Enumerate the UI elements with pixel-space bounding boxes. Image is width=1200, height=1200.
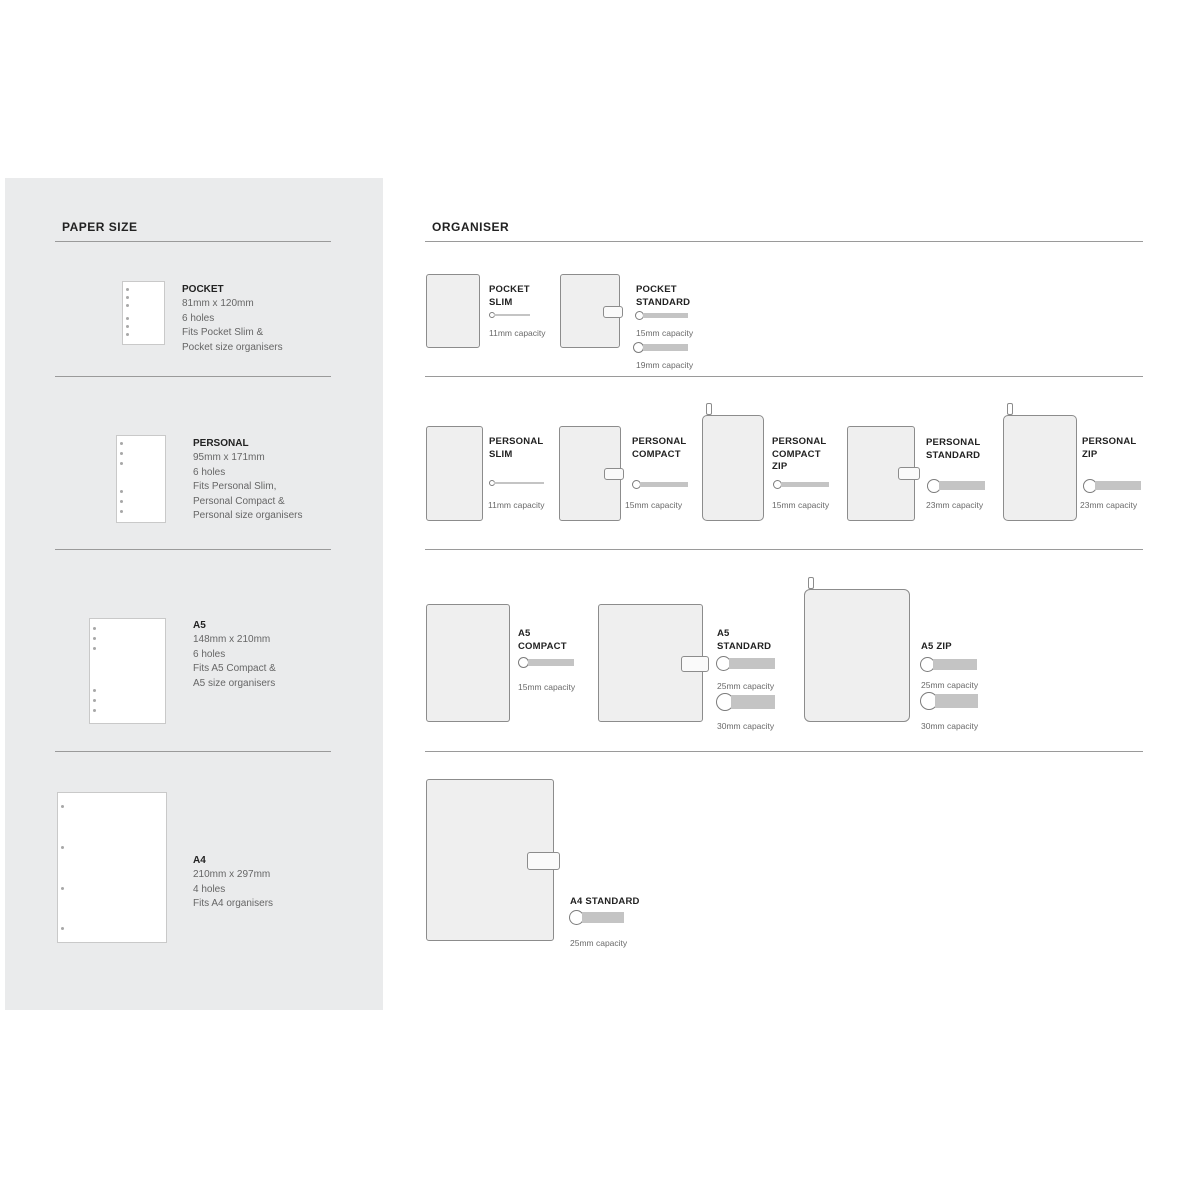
organiser-name: A5 STANDARD	[717, 628, 772, 652]
divider	[425, 751, 1143, 752]
paper-details: 148mm x 210mm 6 holes Fits A5 Compact & A5 size organisers	[193, 634, 276, 689]
organiser-name: PERSONAL COMPACT ZIP	[772, 436, 827, 472]
organiser-name: A5 COMPACT	[518, 628, 567, 652]
zip-pull-icon	[808, 577, 814, 589]
paper-name: A4	[193, 855, 206, 866]
capacity-label: 15mm capacity	[772, 500, 830, 510]
personal-slim-organiser	[426, 426, 483, 521]
divider	[55, 241, 331, 242]
divider	[425, 241, 1143, 242]
capacity-label: 25mm capacity	[570, 938, 628, 948]
organiser-name: PERSONAL ZIP	[1082, 436, 1137, 460]
capacity-label: 11mm capacity	[488, 500, 545, 510]
paper-name: PERSONAL	[193, 438, 249, 449]
capacity-label: 30mm capacity	[717, 721, 775, 731]
personal-compact-zip-organiser	[702, 415, 764, 521]
paper-details: 210mm x 297mm 4 holes Fits A4 organisers	[193, 869, 274, 909]
divider	[425, 376, 1143, 377]
divider	[55, 549, 331, 550]
a5-paper-sheet	[89, 618, 166, 724]
clasp-icon	[603, 306, 623, 318]
paper-details: 81mm x 120mm 6 holes Fits Pocket Slim & Pocket size organisers	[182, 298, 283, 353]
organiser-name: A4 STANDARD	[570, 896, 640, 907]
divider	[55, 376, 331, 377]
clasp-icon	[527, 852, 560, 870]
organiser-name: PERSONAL STANDARD	[926, 437, 981, 461]
organiser-name: PERSONAL SLIM	[489, 436, 544, 460]
personal-paper-sheet	[116, 435, 166, 523]
capacity-label: 25mm capacity	[717, 681, 775, 691]
clasp-icon	[604, 468, 624, 480]
capacity-label: 23mm capacity	[1080, 500, 1138, 510]
paper-name: POCKET	[182, 284, 224, 295]
personal-zip-organiser	[1003, 415, 1077, 521]
a5-compact-organiser	[426, 604, 510, 722]
paper-details: 95mm x 171mm 6 holes Fits Personal Slim, Personal Compact & Personal size organisers	[193, 452, 303, 521]
divider	[55, 751, 331, 752]
organiser-name: A5 ZIP	[921, 641, 952, 652]
pocket-slim-organiser	[426, 274, 480, 348]
capacity-label: 25mm capacity	[921, 680, 979, 690]
paper-name: A5	[193, 620, 206, 631]
organiser-name: POCKET STANDARD	[636, 284, 691, 308]
clasp-icon	[898, 467, 920, 480]
divider	[425, 549, 1143, 550]
capacity-label: 15mm capacity	[625, 500, 683, 510]
capacity-label: 30mm capacity	[921, 721, 979, 731]
organiser-name: POCKET SLIM	[489, 284, 530, 308]
capacity-label: 11mm capacity	[489, 328, 546, 338]
capacity-label: 23mm capacity	[926, 500, 984, 510]
capacity-label: 15mm capacity	[636, 328, 694, 338]
capacity-label: 15mm capacity	[518, 682, 576, 692]
a4-paper-sheet	[57, 792, 167, 943]
organiser-title: ORGANISER	[432, 220, 510, 234]
organiser-name: PERSONAL COMPACT	[632, 436, 687, 460]
capacity-label: 19mm capacity	[636, 360, 694, 370]
clasp-icon	[681, 656, 709, 672]
zip-pull-icon	[1007, 403, 1013, 415]
zip-pull-icon	[706, 403, 712, 415]
a5-zip-organiser	[804, 589, 910, 722]
pocket-paper-sheet	[122, 281, 165, 345]
paper-size-title: PAPER SIZE	[62, 220, 138, 234]
